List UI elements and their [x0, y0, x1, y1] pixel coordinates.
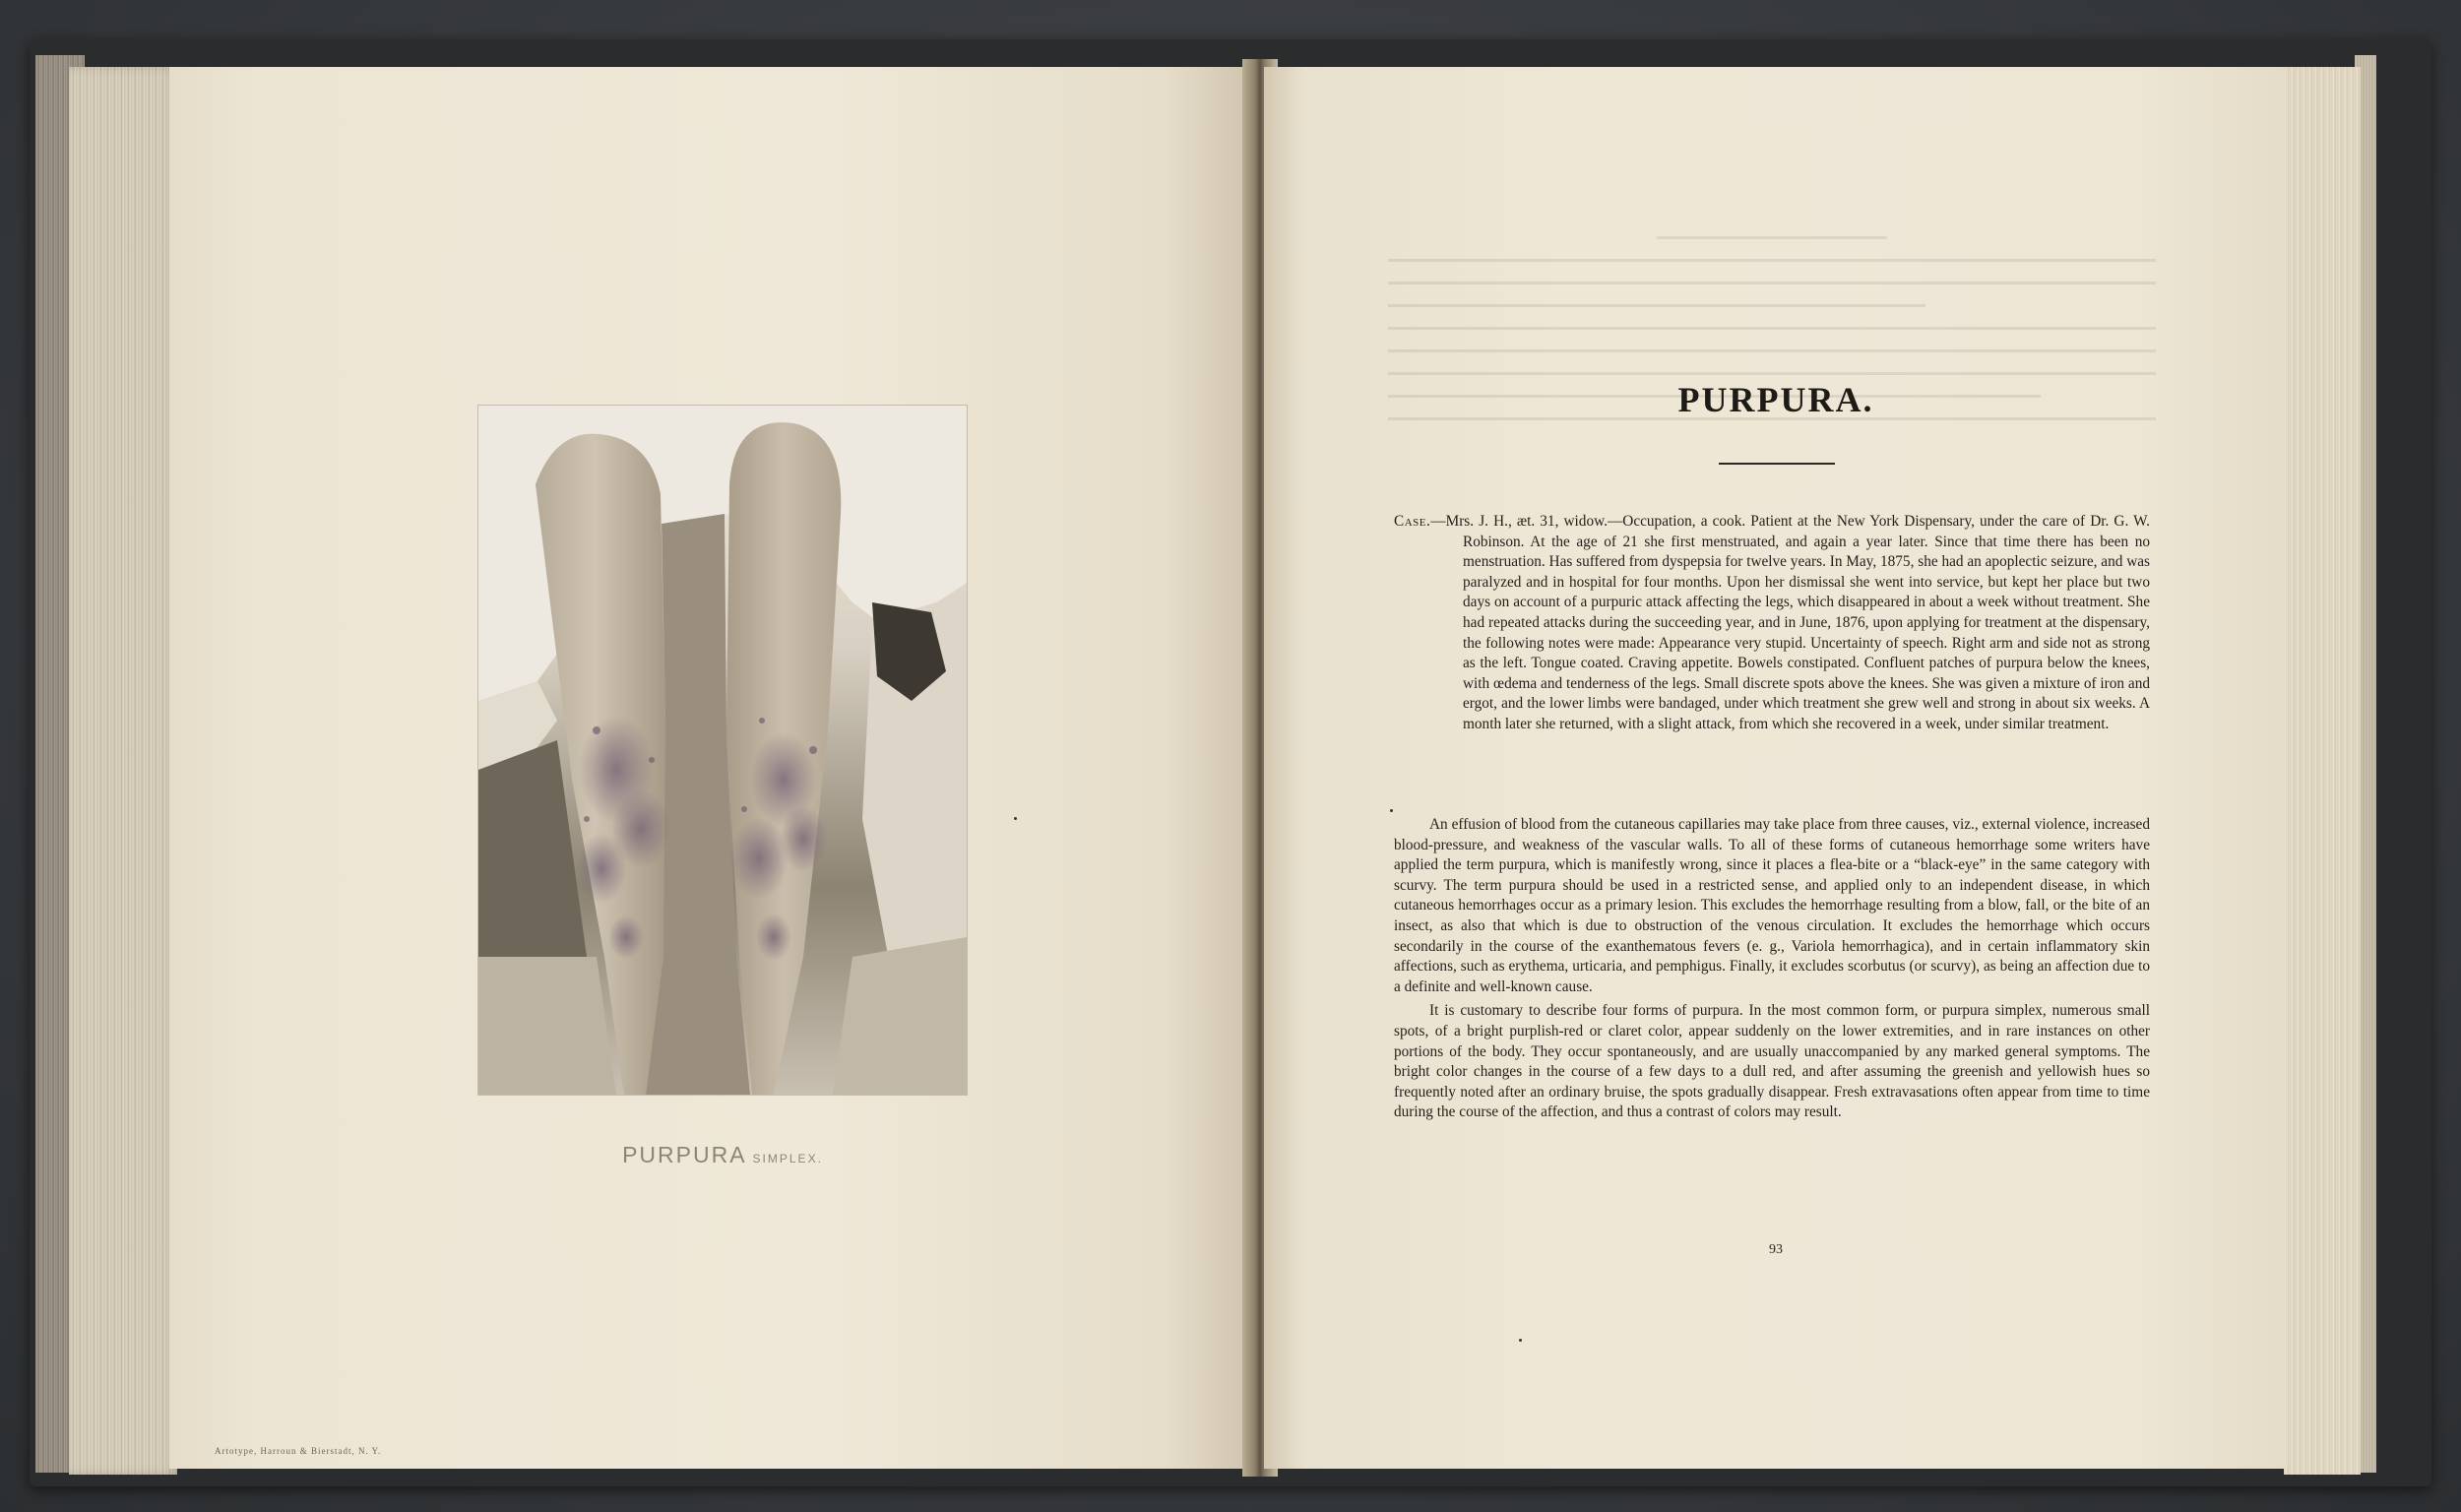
- paragraph-2: It is customary to describe four forms of purpura. In the most common form, or purpura simplex, numerous small spots, of a bright purplish-red or claret color, appear suddenly on the lower extremities, and in rare instances on other portions of the body. They occur spontaneously, and are usually unaccompanied by any marked general symptoms. The bright color changes in the course of a few days to a dull red, and after assuming the greenish and yellowish hues so frequently noted after an ordinary bruise, the spots gradually disappear. Fresh extravasations often appear from time to time during the course of the affection, and thus a contrast of colors may result.: [1394, 1002, 2150, 1121]
- paragraph-1: An effusion of blood from the cutaneous capillaries may take place from three causes, viz., external violence, increased blood-pressure, and weakness of the vascular walls. To all of these forms of cutaneous hemorrhage some writers have applied the term purpura, which is manifestly wrong, since it places a flea-bite or a “black-eye” in the same category with scurvy. The term purpura should be used in a restricted sense, and applied only to an independent disease, in which cutaneous hemorrhages occur as a primary lesion. This excludes the hemorrhage resulting from a blow, fall, or the bite of an insect, as also that which is due to obstruction of the venous circulation. It excludes the hemorrhage which occurs secondarily in the course of the exanthematous fevers (e. g., Variola hemorrhagica), and in certain inflammatory skin affections, such as erythema, urticaria, and pemphigus. Finally, it excludes scorbutus (or scurvy), as being an affection due to a definite and well-known cause.: [1394, 816, 2150, 995]
- bleed-through-text: [1388, 236, 2156, 492]
- page-stack-right: [2284, 67, 2361, 1475]
- ink-speck: [1014, 817, 1017, 820]
- plate-caption-sub: SIMPLEX.: [752, 1152, 823, 1166]
- page-number: 93: [1769, 1242, 1783, 1257]
- ink-speck: [1519, 1339, 1522, 1342]
- plate-caption: [478, 1142, 967, 1168]
- case-text: —Mrs. J. H., æt. 31, widow.—Occupation, a cook. Patient at the New York Dispensary, under the care of Dr. G. W. Robinson. At the age of 21 she first menstruated, and again a year later. Since that time there has been no menstruation. Has suffered from dyspepsia for twelve years. In May, 1875, she had an apoplectic seizure, and was paralyzed and in hospital for four months. Upon her dismissal she went into service, but kept her place but two days on account of a purpuric attack affecting the legs, which disappeared in about a week without treatment. She had repeated attacks during the succeeding year, and in June, 1876, upon applying for treatment at the dispensary, the following notes were made: Appearance very stupid. Uncertainty of speech. Right arm and side not as strong as the left. Tongue coated. Craving appetite. Bowels constipated. Confluent patches of purpura below the knees, with œdema and tenderness of the legs. Small discrete spots above the knees. She was given a mixture of iron and ergot, and the lower limbs were bandaged, under which treatment she grew well and strong in about six weeks. A month later she returned, with a slight attack, from which she recovered in a week, under similar treatment.: [1430, 513, 2150, 732]
- plate-imprint: Artotype, Harroun & Bierstadt, N. Y.: [215, 1446, 382, 1456]
- legs-photo-illustration: [478, 406, 967, 1095]
- title-rule: [1719, 463, 1835, 465]
- ink-speck: [1390, 809, 1393, 812]
- plate-caption-main: PURPURA: [622, 1142, 747, 1167]
- page-title: PURPURA.: [1677, 380, 1874, 419]
- case-lead: Case.: [1394, 513, 1431, 530]
- plate-photograph: [478, 406, 967, 1095]
- body-text: [1394, 815, 2150, 1127]
- page-stack-left: [69, 67, 177, 1475]
- case-report: [1394, 512, 2150, 735]
